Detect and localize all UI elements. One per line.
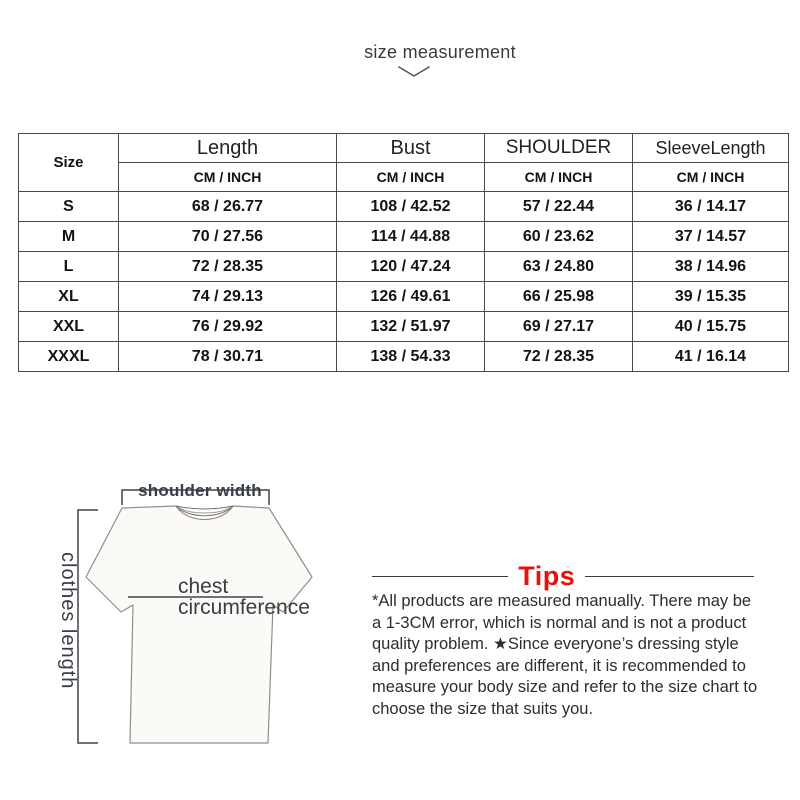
tips-right-rule	[585, 576, 754, 577]
size-cell: XXL	[19, 312, 119, 342]
sleeve-cell: 41 / 16.14	[633, 342, 789, 372]
table-row	[19, 252, 789, 282]
tips-title: Tips	[518, 561, 576, 591]
page-title: size measurement	[364, 42, 516, 62]
size-cell: XL	[19, 282, 119, 312]
table-row	[19, 192, 789, 222]
chevron-down-icon	[398, 65, 430, 79]
size-cell: L	[19, 252, 119, 282]
shoulder-unit-header: CM / INCH	[485, 163, 633, 192]
bust-cell: 138 / 54.33	[337, 342, 485, 372]
shoulder-width-label: shoulder width	[138, 481, 262, 500]
bust-cell: 108 / 42.52	[337, 192, 485, 222]
tips-body-text: *All products are measured manually. There may be a 1-3CM error, which is normal and is not a product quality problem. ★Since everyone’s dressing style and preferences are different, it is recommended to measure your body size and refer to the size chart to choose the size that suits you.	[372, 592, 758, 718]
tips-left-rule	[372, 576, 508, 577]
size-column-header: Size	[19, 134, 119, 192]
size-cell: XXXL	[19, 342, 119, 372]
sleeve-cell: 38 / 14.96	[633, 252, 789, 282]
bust-cell: 132 / 51.97	[337, 312, 485, 342]
chest-circumference-label	[178, 577, 310, 618]
shoulder-cell: 66 / 25.98	[485, 282, 633, 312]
size-table-body	[19, 192, 789, 372]
shoulder-cell: 57 / 22.44	[485, 192, 633, 222]
chest-label-line2: circumference	[178, 595, 310, 619]
length-cell: 70 / 27.56	[119, 222, 337, 252]
length-column-header: Length	[119, 134, 337, 163]
collar-back-line	[176, 506, 233, 509]
table-row	[19, 222, 789, 252]
chest-label-line1: chest	[178, 575, 229, 598]
length-cell: 78 / 30.71	[119, 342, 337, 372]
tips-header	[372, 561, 754, 592]
bust-unit-header: CM / INCH	[337, 163, 485, 192]
length-cell: 68 / 26.77	[119, 192, 337, 222]
clothes-length-label: clothes length	[57, 552, 79, 690]
tshirt-outline	[86, 506, 312, 743]
sleeve-cell: 36 / 14.17	[633, 192, 789, 222]
sleeve-unit-header: CM / INCH	[633, 163, 789, 192]
size-cell: S	[19, 192, 119, 222]
length-cell: 74 / 29.13	[119, 282, 337, 312]
bust-cell: 126 / 49.61	[337, 282, 485, 312]
shoulder-cell: 72 / 28.35	[485, 342, 633, 372]
sleeve-column-header: SleeveLength	[633, 134, 789, 163]
size-table	[18, 133, 789, 372]
bust-cell: 120 / 47.24	[337, 252, 485, 282]
size-table-header	[19, 134, 789, 192]
shoulder-cell: 69 / 27.17	[485, 312, 633, 342]
bust-cell: 114 / 44.88	[337, 222, 485, 252]
sleeve-cell: 37 / 14.57	[633, 222, 789, 252]
table-row	[19, 342, 789, 372]
sleeve-cell: 39 / 15.35	[633, 282, 789, 312]
table-row	[19, 282, 789, 312]
size-cell: M	[19, 222, 119, 252]
bust-column-header: Bust	[337, 134, 485, 163]
table-row	[19, 312, 789, 342]
length-cell: 76 / 29.92	[119, 312, 337, 342]
sleeve-cell: 40 / 15.75	[633, 312, 789, 342]
length-unit-header: CM / INCH	[119, 163, 337, 192]
shoulder-cell: 60 / 23.62	[485, 222, 633, 252]
clothes-length-line	[78, 510, 98, 743]
length-cell: 72 / 28.35	[119, 252, 337, 282]
shoulder-column-header: SHOULDER	[485, 134, 633, 163]
shoulder-cell: 63 / 24.80	[485, 252, 633, 282]
